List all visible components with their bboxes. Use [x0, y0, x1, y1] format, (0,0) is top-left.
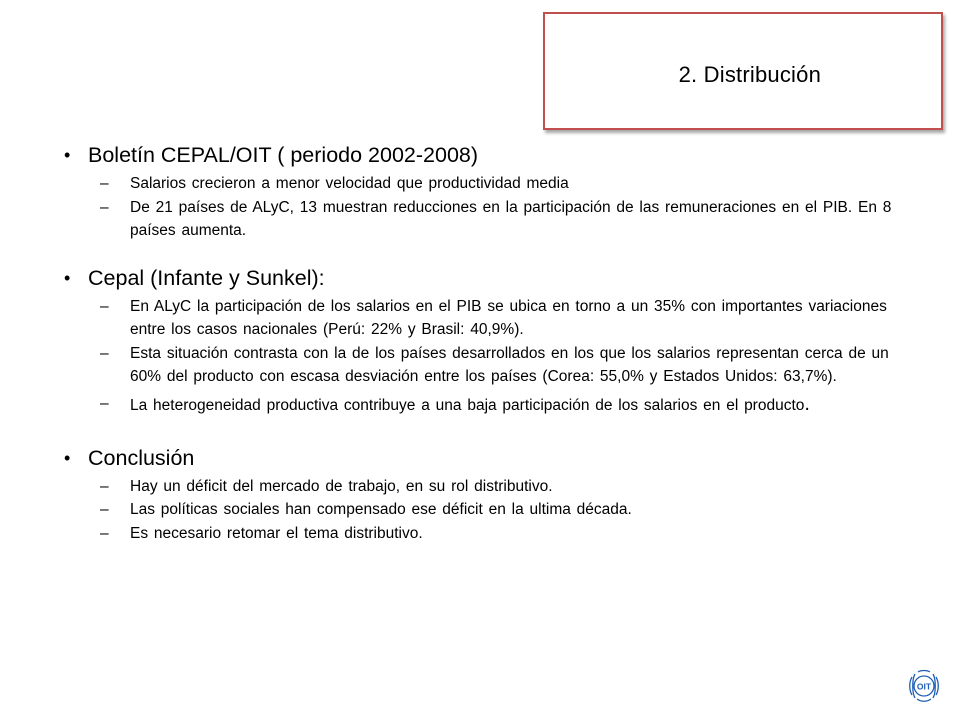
heading-text: Boletín CEPAL/OIT ( periodo 2002-2008): [88, 143, 479, 167]
list-item: [62, 522, 912, 546]
heading-text: Conclusión: [88, 445, 195, 470]
item-text: Salarios crecieron a menor velocidad que productividad media: [130, 175, 569, 192]
title-box: [543, 12, 943, 130]
bullet-icon: •: [64, 145, 71, 165]
list-item: [62, 475, 912, 499]
item-text: Esta situación contrasta con la de los países desarrollados en los que los salarios representan cerca de un 60% del producto con escasa desviación entre los países (Corea: 55,0% y Estados Unidos: 63,7%).: [130, 344, 889, 385]
list-item: [62, 172, 912, 196]
item-text: Es necesario retomar el tema distributivo.: [130, 524, 423, 542]
dash-icon: –: [100, 501, 109, 518]
item-text: Las políticas sociales han compensado ese déficit en la ultima década.: [130, 501, 632, 518]
ilo-logo-icon: [906, 668, 942, 704]
list-item: [62, 342, 912, 389]
section-cepal-oit: [62, 138, 912, 243]
dash-icon: –: [100, 394, 109, 412]
trailing-period: .: [804, 392, 810, 415]
slide-content: [62, 138, 912, 545]
section-conclusion: [62, 441, 912, 546]
dash-icon: –: [100, 198, 109, 216]
item-text: En ALyC la participación de los salarios en el PIB se ubica en torno a un 35% con importantes variaciones entre los casos nacionales (Perú: 22% y Brasil: 40,9%).: [130, 297, 887, 338]
heading-text: Cepal (Infante y Sunkel):: [88, 265, 325, 290]
slide-title: 2. Distribución: [678, 62, 821, 87]
item-text: La heterogeneidad productiva contribuye a una baja participación de los salarios en el producto: [130, 396, 805, 414]
bullet-icon: •: [64, 447, 71, 468]
section-heading: [62, 441, 912, 475]
bullet-icon: •: [64, 267, 71, 288]
dash-icon: –: [100, 477, 109, 495]
ilo-logo-text: OIT: [916, 681, 932, 692]
list-item: [62, 498, 912, 522]
section-cepal-infante-sunkel: [62, 261, 912, 421]
dash-icon: –: [100, 175, 109, 192]
dash-icon: –: [100, 344, 109, 362]
dash-icon: –: [100, 297, 109, 315]
list-item: [62, 295, 912, 342]
section-heading: [62, 261, 912, 295]
list-item: [62, 196, 912, 243]
list-item: [62, 389, 912, 421]
section-heading: [62, 138, 912, 172]
dash-icon: –: [100, 524, 109, 542]
item-text: Hay un déficit del mercado de trabajo, en su rol distributivo.: [130, 477, 553, 495]
item-text: De 21 países de ALyC, 13 muestran reducciones en la participación de las remuneraciones en el PIB. En 8 países aumenta.: [130, 198, 892, 239]
